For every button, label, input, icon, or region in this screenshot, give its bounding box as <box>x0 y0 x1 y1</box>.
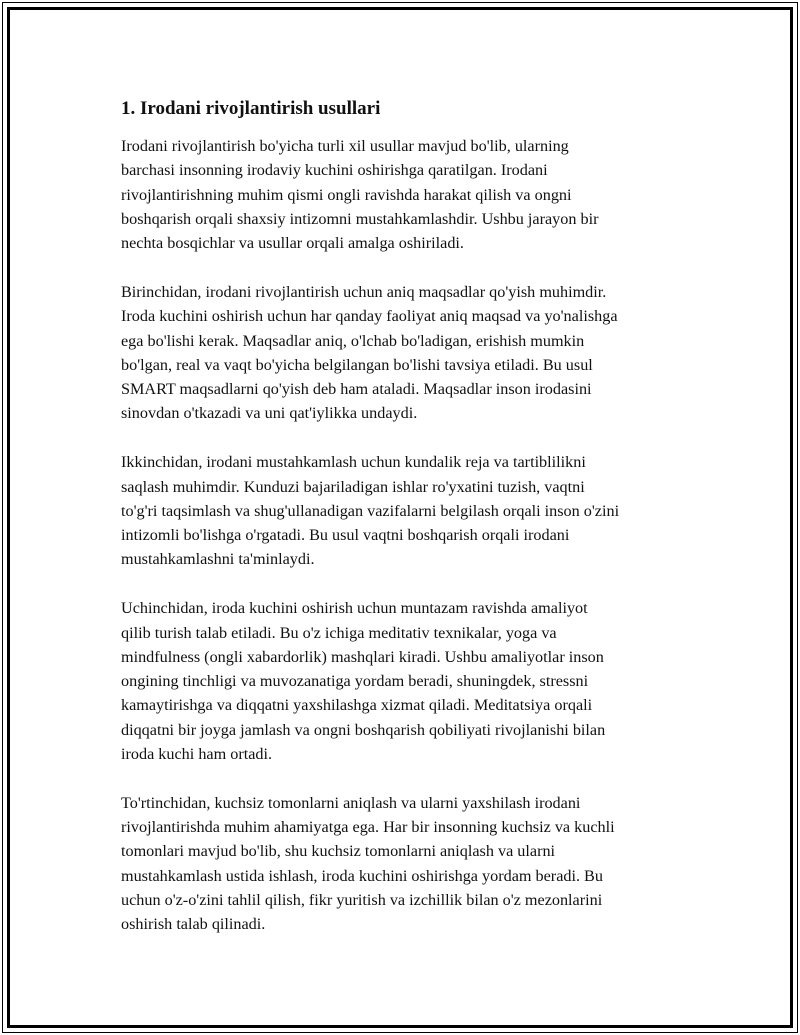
paragraph-first: Birinchidan, irodani rivojlantirish uchun aniq maqsadlar qo'yish muhimdir. Iroda kuchini oshirish uchun har qanday faoliyat aniq maqsad va yo'nalishga ega bo'lishi kerak. Maqsadlar aniq, o'lchab bo'ladigan, erishish mumkin bo'lgan, real va vaqt bo'yicha belgilangan bo'lishi tavsiya etiladi. Bu usul SMART maqsadlarni qo'yish deb ham ataladi. Maqsadlar inson irodasini sinovdan o'tkazadi va uni qat'iylikka undaydi. <box>121 282 618 423</box>
paragraph-intro: Irodani rivojlantirish bo'yicha turli xil usullar mavjud bo'lib, ularning barchasi insonning irodaviy kuchini oshirishga qaratilgan. Irodani rivojlantirishning muhim qismi ongli ravishda harakat qilish va ongni boshqarish orqali shaxsiy intizomni mustahkamlashdir. Ushbu jarayon bir nechta bosqichlar va usullar orqali amalga oshiriladi. <box>121 137 599 253</box>
paragraph-second: Ikkinchidan, irodani mustahkamlash uchun kundalik reja va tartiblilikni saqlash muhimdir. Kunduzi bajariladigan ishlar ro'yxatini tuzish, vaqtni to'g'ri taqsimlash va shug'ullanadigan vazifalarni belgilash orqali inson o'zini intizomli bo'lishga o'rgatadi. Bu usul vaqtni boshqarish orqali irodani mustahkamlashni ta'minlaydi. <box>121 453 620 569</box>
paragraph-third: Uchinchidan, iroda kuchini oshirish uchun muntazam ravishda amaliyot qilib turish talab etiladi. Bu o'z ichiga meditativ texnikalar, yoga va mindfulness (ongli xabardorlik) mashqlari kiradi. Ushbu amaliyotlar inson ongining tinchligi va muvozanatiga yordam beradi, shuningdek, stressni kamaytirishga va diqqatni yaxshilashga xizmat qiladi. Meditatsiya orqali diqqatni bir joyga jamlash va ongni boshqarish qobiliyati rivojlanishi bilan iroda kuchi ham ortadi. <box>121 599 606 764</box>
document-page <box>2 2 798 1033</box>
paragraph-fourth: To'rtinchidan, kuchsiz tomonlarni aniqlash va ularni yaxshilash irodani rivojlantirishda muhim ahamiyatga ega. Har bir insonning kuchsiz va kuchli tomonlari mavjud bo'lib, shu kuchsiz tomonlarni aniqlash va ularni mustahkamlash ustida ishlash, iroda kuchini oshirishga yordam beradi. Bu uchun o'z-o'zini tahlil qilish, fikr yuritish va izchillik bilan o'z mezonlarini oshirish talab qilinadi. <box>121 793 615 934</box>
section-heading: 1. Irodani rivojlantirish usullari <box>121 98 381 119</box>
document-body <box>121 96 696 961</box>
